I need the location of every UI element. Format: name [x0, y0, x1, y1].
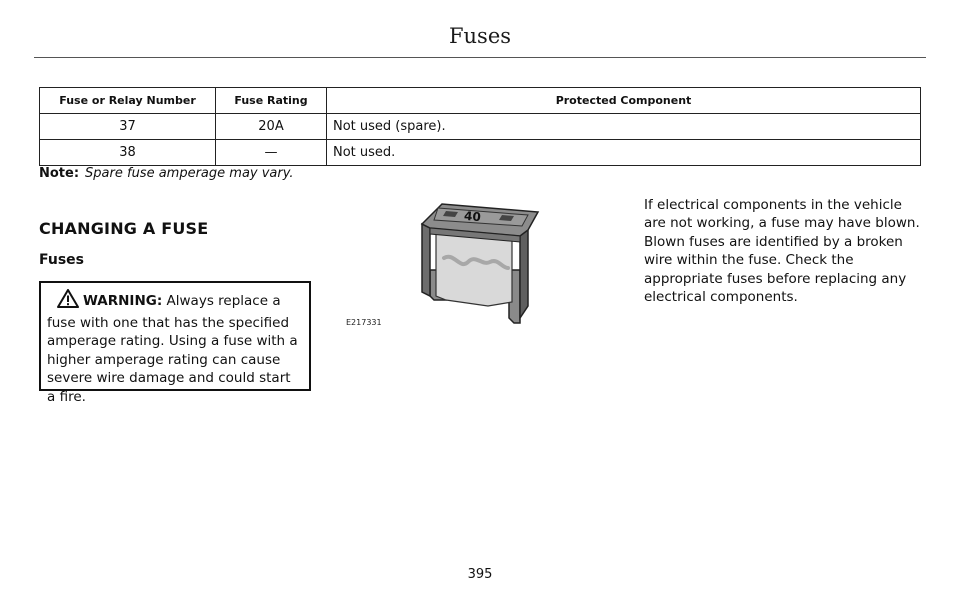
title-divider — [34, 57, 926, 58]
warning-box — [39, 281, 311, 405]
fuse-amperage-label: 40 — [463, 208, 482, 225]
warning-icon — [57, 289, 79, 314]
fuse-rating-cell: 20A — [216, 114, 327, 140]
subsection-heading: Fuses — [39, 252, 84, 268]
page-title: Fuses — [448, 24, 512, 48]
protected-component-cell: Not used (spare). — [327, 114, 921, 140]
section-heading: CHANGING A FUSE — [39, 219, 209, 238]
note-text: Spare fuse amperage may vary. — [85, 166, 294, 181]
note — [39, 166, 294, 181]
fuse-rating-cell: — — [216, 140, 327, 166]
column-header-fuse-rating: Fuse Rating — [216, 88, 327, 114]
table-header-row — [40, 88, 921, 114]
fuse-table — [39, 87, 921, 166]
page-number: 395 — [467, 567, 493, 582]
figure-code: E217331 — [346, 318, 382, 327]
fuse-illustration — [342, 196, 552, 336]
protected-component-cell: Not used. — [327, 140, 921, 166]
warning-text: Always replace a fuse with one that has the specified amperage rating. Using a fuse with a higher amperage rating can cause severe wire damage and could start a fire. — [47, 293, 298, 405]
fuse-number-cell: 38 — [40, 140, 216, 166]
body-paragraph: If electrical components in the vehicle are not working, a fuse may have blown. Blown fuses are identified by a broken wire within the fuse. Check the appropriate fuses before replacing any electrical components. — [644, 197, 920, 306]
table-row — [40, 114, 921, 140]
table-row — [40, 140, 921, 166]
column-header-protected-component: Protected Component — [327, 88, 921, 114]
note-label: Note: — [39, 166, 80, 181]
warning-label: WARNING: — [83, 293, 163, 309]
column-header-fuse-number: Fuse or Relay Number — [40, 88, 216, 114]
fuse-number-cell: 37 — [40, 114, 216, 140]
